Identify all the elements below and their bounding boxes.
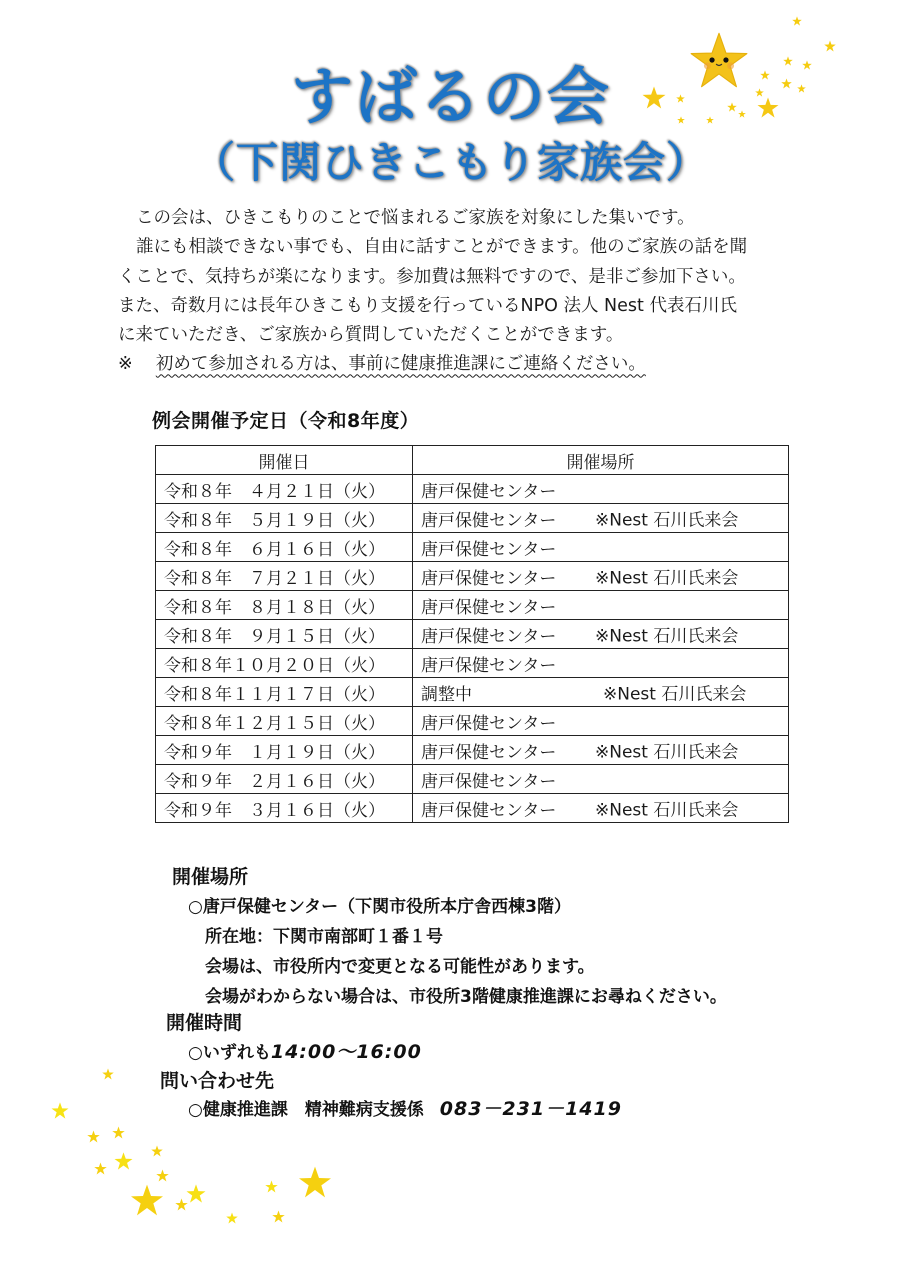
venue-notice: 会場がわからない場合は、市役所3階健康推進課にお尋ねください。 <box>205 987 727 1007</box>
star-icon <box>738 110 746 118</box>
star-icon <box>757 97 779 118</box>
guest-note: ※Nest 石川氏来会 <box>603 684 747 705</box>
meeting-date: 令和９年 ２月１６日（火） <box>156 765 413 794</box>
meeting-place-cell <box>413 533 789 562</box>
table-row <box>156 649 789 678</box>
star-icon <box>298 1166 332 1198</box>
meeting-date: 令和９年 ３月１６日（火） <box>156 794 413 823</box>
meeting-place: 唐戸保健センター <box>421 539 557 560</box>
star-icon <box>51 1102 69 1119</box>
meeting-place: 唐戸保健センター <box>421 510 557 531</box>
meeting-date: 令和８年 ９月１５日（火） <box>156 620 413 649</box>
venue-notice: 会場は、市役所内で変更となる可能性があります。 <box>205 957 595 977</box>
meeting-date: 令和８年１０月２０日（火） <box>156 649 413 678</box>
header-place: 開催場所 <box>413 446 789 475</box>
intro-line: に来ていただき、ご家族から質問していただくことができます。 <box>118 325 624 346</box>
contact-dept: ○健康推進課 精神難病支援係 <box>188 1100 424 1120</box>
star-icon <box>265 1180 278 1193</box>
star-icon <box>156 1169 169 1182</box>
page-subtitle: （下関ひきこもり家族会） <box>192 138 709 187</box>
meeting-place-cell <box>413 707 789 736</box>
star-icon <box>824 40 836 52</box>
meeting-place: 調整中 <box>421 684 472 705</box>
star-icon <box>272 1210 285 1223</box>
guest-note: ※Nest 石川氏来会 <box>595 568 739 589</box>
star-icon <box>802 60 812 70</box>
table-header-row <box>156 446 789 475</box>
table-row <box>156 736 789 765</box>
table-row <box>156 794 789 823</box>
schedule-table <box>155 445 789 823</box>
star-icon <box>642 86 666 109</box>
meeting-place-cell <box>413 504 789 533</box>
star-icon <box>151 1145 163 1157</box>
intro-paragraph <box>118 204 798 380</box>
table-row <box>156 678 789 707</box>
intro-line: 誰にも相談できない事でも、自由に話すことができます。他のご家族の話を聞 <box>136 237 748 258</box>
star-icon <box>781 78 792 89</box>
guest-note: ※Nest 石川氏来会 <box>595 742 739 763</box>
star-icon <box>130 1184 164 1216</box>
table-row <box>156 504 789 533</box>
time-prefix: ○いずれも <box>188 1043 271 1063</box>
meeting-date: 令和８年１２月１５日（火） <box>156 707 413 736</box>
contact-line <box>188 1094 622 1121</box>
meeting-place-cell <box>413 591 789 620</box>
meeting-place-cell <box>413 765 789 794</box>
meeting-place-cell <box>413 620 789 649</box>
guest-note: ※Nest 石川氏来会 <box>595 626 739 647</box>
intro-line: また、奇数月には長年ひきこもり支援を行っているNPO 法人 Nest 代表石川氏 <box>118 295 737 316</box>
star-icon <box>186 1184 206 1203</box>
star-icon <box>677 116 685 124</box>
time-range: 14:00～16:00 <box>270 1041 422 1063</box>
meeting-place: 唐戸保健センター <box>421 568 557 589</box>
intro-note <box>118 350 798 379</box>
time-heading: 開催時間 <box>166 1012 243 1034</box>
table-row <box>156 765 789 794</box>
header-date: 開催日 <box>156 446 413 475</box>
smiling-star-icon <box>690 32 748 88</box>
meeting-place-cell <box>413 678 789 707</box>
meeting-place-cell <box>413 736 789 765</box>
venue-name: ○唐戸保健センター（下関市役所本庁舎西棟3階） <box>188 897 571 917</box>
meeting-place: 唐戸保健センター <box>421 742 557 763</box>
meeting-date: 令和８年 ５月１９日（火） <box>156 504 413 533</box>
meeting-place: 唐戸保健センター <box>421 597 557 618</box>
star-icon <box>797 84 806 93</box>
guest-note: ※Nest 石川氏来会 <box>595 510 739 531</box>
meeting-date: 令和９年 １月１９日（火） <box>156 736 413 765</box>
star-icon <box>226 1212 238 1224</box>
star-icon <box>94 1162 107 1175</box>
venue-heading: 開催場所 <box>172 866 249 888</box>
star-icon <box>727 102 737 112</box>
meeting-date: 令和８年 ７月２１日（火） <box>156 562 413 591</box>
meeting-place-cell <box>413 562 789 591</box>
meeting-date: 令和８年 ６月１６日（火） <box>156 533 413 562</box>
star-icon <box>676 94 685 103</box>
meeting-place: 唐戸保健センター <box>421 481 557 502</box>
intro-line: くことで、気持ちが楽になります。参加費は無料ですので、是非ご参加下さい。 <box>118 266 746 287</box>
table-row <box>156 707 789 736</box>
table-row <box>156 475 789 504</box>
meeting-place-cell <box>413 794 789 823</box>
time-value <box>188 1037 422 1064</box>
meeting-place: 唐戸保健センター <box>421 800 557 821</box>
note-mark: ※ <box>118 354 133 375</box>
meeting-date: 令和８年 ４月２１日（火） <box>156 475 413 504</box>
intro-line: この会は、ひきこもりのことで悩まれるご家族を対象にした集いです。 <box>136 208 695 228</box>
venue-address: 所在地：下関市南部町１番１号 <box>205 927 443 947</box>
guest-note: ※Nest 石川氏来会 <box>595 800 739 821</box>
table-row <box>156 591 789 620</box>
meeting-place: 唐戸保健センター <box>421 771 557 792</box>
meeting-place-cell <box>413 475 789 504</box>
contact-phone: 083－231－1419 <box>439 1098 622 1120</box>
star-icon <box>783 56 793 66</box>
table-row <box>156 533 789 562</box>
table-row <box>156 620 789 649</box>
meeting-place: 唐戸保健センター <box>421 655 557 676</box>
schedule-title: 例会開催予定日（令和8年度） <box>152 410 420 432</box>
star-icon <box>112 1126 125 1139</box>
star-icon <box>792 16 802 26</box>
page-title: すばるの会 <box>290 60 611 133</box>
star-icon <box>706 116 714 124</box>
star-icon <box>760 70 770 80</box>
contact-heading: 問い合わせ先 <box>160 1070 275 1092</box>
table-row <box>156 562 789 591</box>
meeting-place: 唐戸保健センター <box>421 626 557 647</box>
star-icon <box>87 1130 100 1143</box>
star-icon <box>114 1152 133 1170</box>
meeting-place-cell <box>413 649 789 678</box>
meeting-date: 令和８年１１月１７日（火） <box>156 678 413 707</box>
star-icon <box>755 88 764 97</box>
note-text: 初めて参加される方は、事前に健康推進課にご連絡ください。 <box>155 354 646 375</box>
star-icon <box>102 1068 114 1080</box>
meeting-place: 唐戸保健センター <box>421 713 557 734</box>
meeting-date: 令和８年 ８月１８日（火） <box>156 591 413 620</box>
